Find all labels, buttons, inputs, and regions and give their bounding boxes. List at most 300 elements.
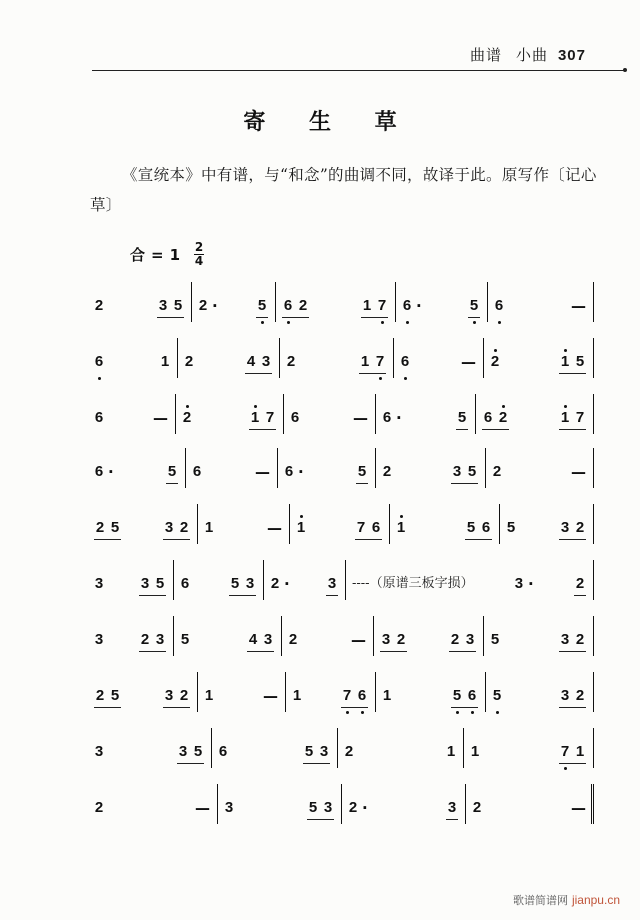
measure <box>346 564 594 608</box>
beat <box>286 342 296 372</box>
beat <box>218 732 228 762</box>
barline <box>593 616 594 656</box>
barline <box>593 282 594 322</box>
note: 3 <box>560 631 570 648</box>
note: 5 <box>490 631 500 648</box>
page-number: 307 <box>557 47 586 64</box>
note: 3 <box>94 575 104 592</box>
note: 6 <box>382 409 392 426</box>
note: 3 <box>560 687 570 704</box>
beat <box>180 620 190 650</box>
note: 2 <box>288 631 298 648</box>
note: 5 <box>110 687 120 704</box>
note: 2 <box>182 409 192 426</box>
beat <box>382 676 392 706</box>
eighth-note-group <box>139 620 166 652</box>
measure <box>486 676 594 720</box>
beat <box>284 452 304 482</box>
eighth-note-group <box>465 508 492 540</box>
eighth-note-group <box>307 788 334 820</box>
eighth-note-group <box>245 342 272 374</box>
note: 2 <box>94 799 104 816</box>
note: 5 <box>492 687 502 704</box>
measure <box>396 286 488 330</box>
score-row <box>94 564 594 608</box>
note: 5 <box>110 519 120 536</box>
measure <box>178 342 280 386</box>
measure <box>342 788 466 832</box>
augmentation-dot: · <box>416 297 422 315</box>
beat <box>382 452 392 482</box>
note: 5 <box>457 409 467 426</box>
beat <box>94 398 104 428</box>
dash-glyph: — <box>195 799 210 817</box>
beat <box>94 732 104 762</box>
note: 1 <box>360 353 370 370</box>
measure <box>394 342 484 386</box>
note: 3 <box>155 631 165 648</box>
measure <box>376 676 486 720</box>
watermark-site-name: 歌谱简谱网 <box>512 894 568 907</box>
song-title: 寄 生 草 <box>243 110 415 135</box>
note: 2 <box>179 519 189 536</box>
sustain-dash <box>351 620 366 650</box>
beat <box>94 452 114 482</box>
eighth-note-group <box>282 286 309 318</box>
beat <box>348 788 368 818</box>
note: 1 <box>446 743 456 760</box>
note: 4 <box>246 353 256 370</box>
eighth-note-group <box>559 342 586 374</box>
beat <box>494 286 504 316</box>
eighth-note-group <box>229 564 256 596</box>
note: 2 <box>575 519 585 536</box>
dash-glyph: — <box>153 409 168 427</box>
note: 6 <box>94 409 104 426</box>
augmentation-dot: · <box>298 463 304 481</box>
note: 2 <box>575 687 585 704</box>
eighth-note-group <box>303 732 330 764</box>
eighth-note-group <box>355 508 382 540</box>
note: 1 <box>292 687 302 704</box>
beat <box>292 676 302 706</box>
measure <box>198 508 290 552</box>
barline <box>593 560 594 600</box>
beat <box>382 398 402 428</box>
note: 3 <box>245 575 255 592</box>
beat <box>94 788 104 818</box>
beat <box>296 508 306 538</box>
final-barline <box>589 784 594 824</box>
note: 1 <box>296 519 306 536</box>
score-row <box>94 788 594 832</box>
dash-glyph: — <box>571 799 586 817</box>
note: 7 <box>377 297 387 314</box>
note: 6 <box>357 687 367 704</box>
eighth-note-group <box>166 452 178 484</box>
note: 2 <box>575 575 585 592</box>
beat <box>204 676 214 706</box>
barline <box>593 338 594 378</box>
note: 5 <box>257 297 267 314</box>
score-row <box>94 620 594 664</box>
note: 5 <box>308 799 318 816</box>
measure <box>390 508 500 552</box>
note: 3 <box>327 575 337 592</box>
measure <box>94 620 174 664</box>
measure <box>488 286 594 330</box>
measure <box>94 286 192 330</box>
note: 3 <box>465 631 475 648</box>
note: 2 <box>344 743 354 760</box>
score-row <box>94 676 594 720</box>
note: 1 <box>382 687 392 704</box>
note: 2 <box>382 463 392 480</box>
note: 6 <box>483 409 493 426</box>
time-signature <box>194 242 204 267</box>
measure <box>338 732 464 776</box>
note: 1 <box>204 687 214 704</box>
eighth-note-group <box>451 676 478 708</box>
note: 2 <box>472 799 482 816</box>
note: 3 <box>447 799 457 816</box>
note: 3 <box>263 631 273 648</box>
measure <box>94 452 186 496</box>
note: 6 <box>290 409 300 426</box>
note: 6 <box>494 297 504 314</box>
note: 5 <box>173 297 183 314</box>
score-row <box>94 452 594 496</box>
note: 2 <box>396 631 406 648</box>
measure <box>282 620 374 664</box>
note: 5 <box>167 463 177 480</box>
eighth-note-group <box>559 508 586 540</box>
measure <box>500 508 594 552</box>
measure <box>218 788 342 832</box>
beat <box>490 342 500 372</box>
note: 1 <box>560 409 570 426</box>
beat <box>446 732 456 762</box>
note: 6 <box>284 463 294 480</box>
sustain-dash <box>461 342 476 372</box>
dash-glyph: — <box>461 353 476 371</box>
barline <box>593 394 594 434</box>
key-signature <box>130 242 204 267</box>
note: 3 <box>323 799 333 816</box>
eighth-note-group <box>559 676 586 708</box>
beat <box>490 620 500 650</box>
dash-glyph: — <box>353 409 368 427</box>
sustain-dash <box>153 398 168 428</box>
measure <box>376 452 486 496</box>
note: 1 <box>160 353 170 370</box>
beat <box>400 342 410 372</box>
beat <box>94 620 104 650</box>
note: 1 <box>250 409 260 426</box>
note: 2 <box>270 575 280 592</box>
note: 3 <box>164 519 174 536</box>
note: 2 <box>95 519 105 536</box>
beat <box>204 508 214 538</box>
dash-glyph: — <box>571 463 586 481</box>
eighth-note-group <box>451 452 478 484</box>
eighth-note-group <box>177 732 204 764</box>
eighth-note-group <box>247 620 274 652</box>
note: 6 <box>481 519 491 536</box>
note: 2 <box>140 631 150 648</box>
measure <box>484 342 594 386</box>
eighth-note-group <box>256 286 268 318</box>
note: 6 <box>371 519 381 536</box>
beat <box>224 788 234 818</box>
measure <box>278 452 376 496</box>
beat <box>492 676 502 706</box>
dash-glyph: — <box>263 687 278 705</box>
eighth-note-group <box>163 676 190 708</box>
note: 5 <box>466 519 476 536</box>
augmentation-dot: · <box>527 575 534 593</box>
measure <box>94 508 198 552</box>
beat <box>160 342 170 372</box>
sustain-dash <box>571 788 586 818</box>
note: 3 <box>178 743 188 760</box>
note: 2 <box>184 353 194 370</box>
measure <box>466 788 594 832</box>
measure <box>486 452 594 496</box>
note: 5 <box>155 575 165 592</box>
eighth-note-group <box>157 286 184 318</box>
measure <box>284 398 376 442</box>
note: 5 <box>193 743 203 760</box>
note: 2 <box>286 353 296 370</box>
note: 5 <box>357 463 367 480</box>
barline <box>593 504 594 544</box>
watermark <box>513 892 620 908</box>
beat <box>270 564 290 594</box>
score-row <box>94 732 594 776</box>
sustain-dash <box>571 286 586 316</box>
note: 5 <box>304 743 314 760</box>
note: 3 <box>158 297 168 314</box>
note: 6 <box>467 687 477 704</box>
beat <box>94 564 104 594</box>
beat <box>290 398 300 428</box>
note: 6 <box>180 575 190 592</box>
note: 6 <box>402 297 412 314</box>
note: 3 <box>94 631 104 648</box>
measure <box>174 620 282 664</box>
eighth-note-group <box>449 620 476 652</box>
note: 2 <box>298 297 308 314</box>
measure <box>94 342 178 386</box>
beat <box>288 620 298 650</box>
measure <box>94 564 174 608</box>
eighth-note-group <box>94 676 121 708</box>
header-rule <box>92 70 624 71</box>
measure <box>264 564 346 608</box>
augmentation-dot: · <box>108 463 114 481</box>
eighth-note-group <box>326 564 338 596</box>
eighth-note-group <box>456 398 468 430</box>
eighth-note-group <box>468 286 480 318</box>
sustain-dash <box>353 398 368 428</box>
sustain-dash <box>255 452 270 482</box>
eighth-note-group <box>380 620 407 652</box>
note: 5 <box>230 575 240 592</box>
measure <box>484 620 594 664</box>
note: 2 <box>498 409 508 426</box>
beat <box>94 286 104 316</box>
eighth-note-group <box>94 508 121 540</box>
augmentation-dot: · <box>396 409 402 427</box>
measure <box>198 676 286 720</box>
header-subcategory: 小曲 <box>515 46 548 64</box>
beat <box>506 508 516 538</box>
note: 6 <box>94 353 104 370</box>
header-category: 曲谱 <box>469 46 502 64</box>
note: 3 <box>514 575 524 592</box>
note: 3 <box>94 743 104 760</box>
measure <box>94 788 218 832</box>
eighth-note-group <box>446 788 458 820</box>
beat <box>472 788 482 818</box>
note: 3 <box>164 687 174 704</box>
note: 6 <box>94 463 104 480</box>
sustain-dash <box>263 676 278 706</box>
note: 5 <box>469 297 479 314</box>
dash-glyph: — <box>571 297 586 315</box>
barline <box>593 672 594 712</box>
eighth-note-group <box>482 398 509 430</box>
intro-paragraph: 《宣统本》中有谱，与“和念”的曲调不同，故译于此。原写作〔记心草〕 <box>90 166 597 214</box>
note: 3 <box>381 631 391 648</box>
measure <box>174 564 264 608</box>
eighth-note-group <box>559 620 586 652</box>
measure <box>192 286 276 330</box>
beat <box>402 286 422 316</box>
note: 6 <box>218 743 228 760</box>
barline <box>593 448 594 488</box>
note: 5 <box>467 463 477 480</box>
note: 7 <box>560 743 570 760</box>
watermark-url: jianpu.cn <box>571 893 620 907</box>
editorial-note: ----（原谱三板字损） <box>352 576 474 591</box>
note: 1 <box>204 519 214 536</box>
note: 1 <box>396 519 406 536</box>
note: 2 <box>575 631 585 648</box>
note: 4 <box>248 631 258 648</box>
measure <box>286 676 376 720</box>
score-row <box>94 342 594 386</box>
beat <box>184 342 194 372</box>
note: 5 <box>506 519 516 536</box>
measure <box>290 508 390 552</box>
beat <box>182 398 192 428</box>
measure <box>94 732 212 776</box>
beat <box>514 564 534 594</box>
note: 2 <box>492 463 502 480</box>
measure <box>212 732 338 776</box>
measure <box>374 620 484 664</box>
running-head <box>470 44 586 65</box>
augmentation-dot: · <box>362 799 368 817</box>
note: 2 <box>490 353 500 370</box>
note: 5 <box>575 353 585 370</box>
eighth-note-group <box>359 342 386 374</box>
measure <box>94 398 176 442</box>
beat <box>344 732 354 762</box>
dash-glyph: — <box>267 519 282 537</box>
eighth-note-group <box>559 398 586 430</box>
time-denominator: 4 <box>194 254 204 268</box>
note: 2 <box>450 631 460 648</box>
eighth-note-group <box>139 564 166 596</box>
measure <box>276 286 396 330</box>
note: 1 <box>362 297 372 314</box>
measure <box>280 342 394 386</box>
note: 6 <box>400 353 410 370</box>
dash-glyph: — <box>351 631 366 649</box>
measure <box>376 398 476 442</box>
note: 1 <box>575 743 585 760</box>
beat <box>198 286 218 316</box>
measure <box>94 676 198 720</box>
note: 7 <box>575 409 585 426</box>
beat <box>396 508 406 538</box>
eighth-note-group <box>559 732 586 764</box>
note: 3 <box>140 575 150 592</box>
note: 3 <box>560 519 570 536</box>
score-row <box>94 508 594 552</box>
note: 2 <box>198 297 208 314</box>
note: 2 <box>348 799 358 816</box>
key-equals: = <box>151 245 164 264</box>
note: 7 <box>356 519 366 536</box>
score-row <box>94 286 594 330</box>
note: 5 <box>180 631 190 648</box>
measure <box>476 398 594 442</box>
beat <box>94 342 104 372</box>
note: 3 <box>224 799 234 816</box>
note: 7 <box>342 687 352 704</box>
dash-glyph: — <box>255 463 270 481</box>
note: 6 <box>192 463 202 480</box>
note: 6 <box>283 297 293 314</box>
time-numerator: 2 <box>194 240 204 254</box>
sustain-dash <box>195 788 210 818</box>
eighth-note-group <box>361 286 388 318</box>
eighth-note-group <box>356 452 368 484</box>
note: 3 <box>261 353 271 370</box>
beat <box>470 732 480 762</box>
note: 2 <box>95 687 105 704</box>
eighth-note-group <box>163 508 190 540</box>
eighth-note-group <box>341 676 368 708</box>
page-header <box>92 44 626 70</box>
eighth-note-group <box>574 564 586 596</box>
note: 1 <box>470 743 480 760</box>
beat <box>192 452 202 482</box>
note: 3 <box>319 743 329 760</box>
augmentation-dot: · <box>212 297 218 315</box>
score-row <box>94 398 594 442</box>
measure <box>176 398 284 442</box>
note: 2 <box>94 297 104 314</box>
sustain-dash <box>571 452 586 482</box>
key-label: 合 <box>130 246 146 264</box>
beat <box>492 452 502 482</box>
beat <box>180 564 190 594</box>
